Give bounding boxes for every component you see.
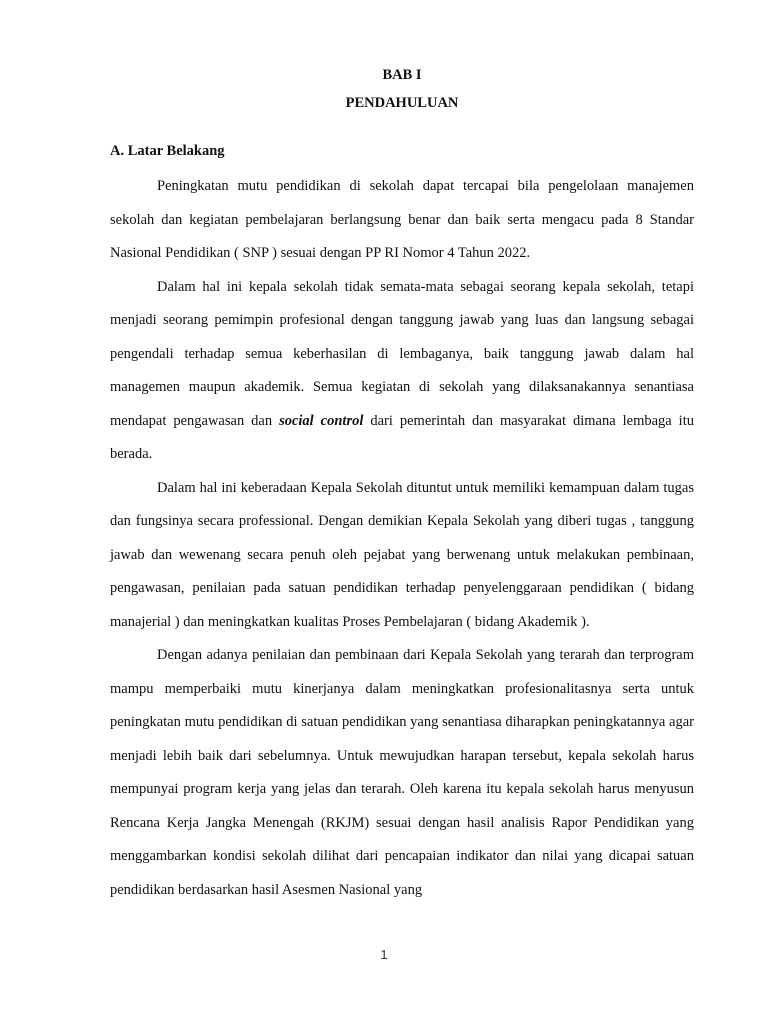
chapter-title: PENDAHULUAN bbox=[345, 95, 459, 111]
section-heading: A. Latar Belakang bbox=[110, 143, 225, 159]
chapter-number: BAB I bbox=[382, 67, 422, 83]
paragraph-2-text-after: dari pemerintah dan masyarakat dimana lembaga itu berada. bbox=[110, 412, 694, 462]
paragraph-4: Dengan adanya penilaian dan pembinaan dari Kepala Sekolah yang terarah dan terprogram mampu memperbaiki mutu kinerjanya dalam meningkatkan profesionalitasnya serta untuk peningkatan mutu pendidikan di satuan pendidikan yang senantiasa diharapkan peningkatannya agar menjadi lebih baik dari sebelumnya. Untuk mewujudkan harapan tersebut, kepala sekolah harus mempunyai program kerja yang jelas dan terarah. Oleh karena itu kepala sekolah harus menyusun Rencana Kerja Jangka Menengah (RKJM) sesuai dengan hasil analisis Rapor Pendidikan yang menggambarkan kondisi sekolah dilihat dari pencapaian indikator dan nilai yang dicapai satuan pendidikan berdasarkan hasil Asesmen Nasional yang bbox=[110, 647, 694, 898]
page-number: 1 bbox=[380, 947, 388, 962]
paragraph-1: Peningkatan mutu pendidikan di sekolah dapat tercapai bila pengelolaan manajemen sekolah dan kegiatan pembelajaran berlangsung benar dan baik serta mengacu pada 8 Standar Nasional Pendidikan ( SNP ) sesuai dengan PP RI Nomor 4 Tahun 2022. bbox=[110, 178, 694, 261]
paragraph-2 bbox=[110, 271, 694, 472]
document-body bbox=[110, 65, 694, 907]
paragraph-3: Dalam hal ini keberadaan Kepala Sekolah dituntut untuk memiliki kemampuan dalam tugas dan fungsinya secara professional. Dengan demikian Kepala Sekolah yang diberi tugas , tanggung jawab dan wewenang secara penuh oleh pejabat yang berwenang untuk melakukan pembinaan, pengawasan, penilaian pada satuan pendidikan terhadap penyelenggaraan pendidikan ( bidang manajerial ) dan meningkatkan kualitas Proses Pembelajaran ( bidang Akademik ). bbox=[110, 479, 694, 630]
paragraph-2-emphasis: social control bbox=[279, 412, 364, 429]
paragraph-2-text-before: Dalam hal ini kepala sekolah tidak semata-mata sebagai seorang kepala sekolah, tetapi menjadi seorang pemimpin profesional dengan tanggung jawab yang luas dan langsung sebagai pengendali terhadap semua keberhasilan di lembaganya, baik tanggung jawab dalam hal managemen maupun akademik. Semua kegiatan di sekolah yang dilaksanakannya senantiasa mendapat pengawasan dan bbox=[110, 278, 694, 429]
